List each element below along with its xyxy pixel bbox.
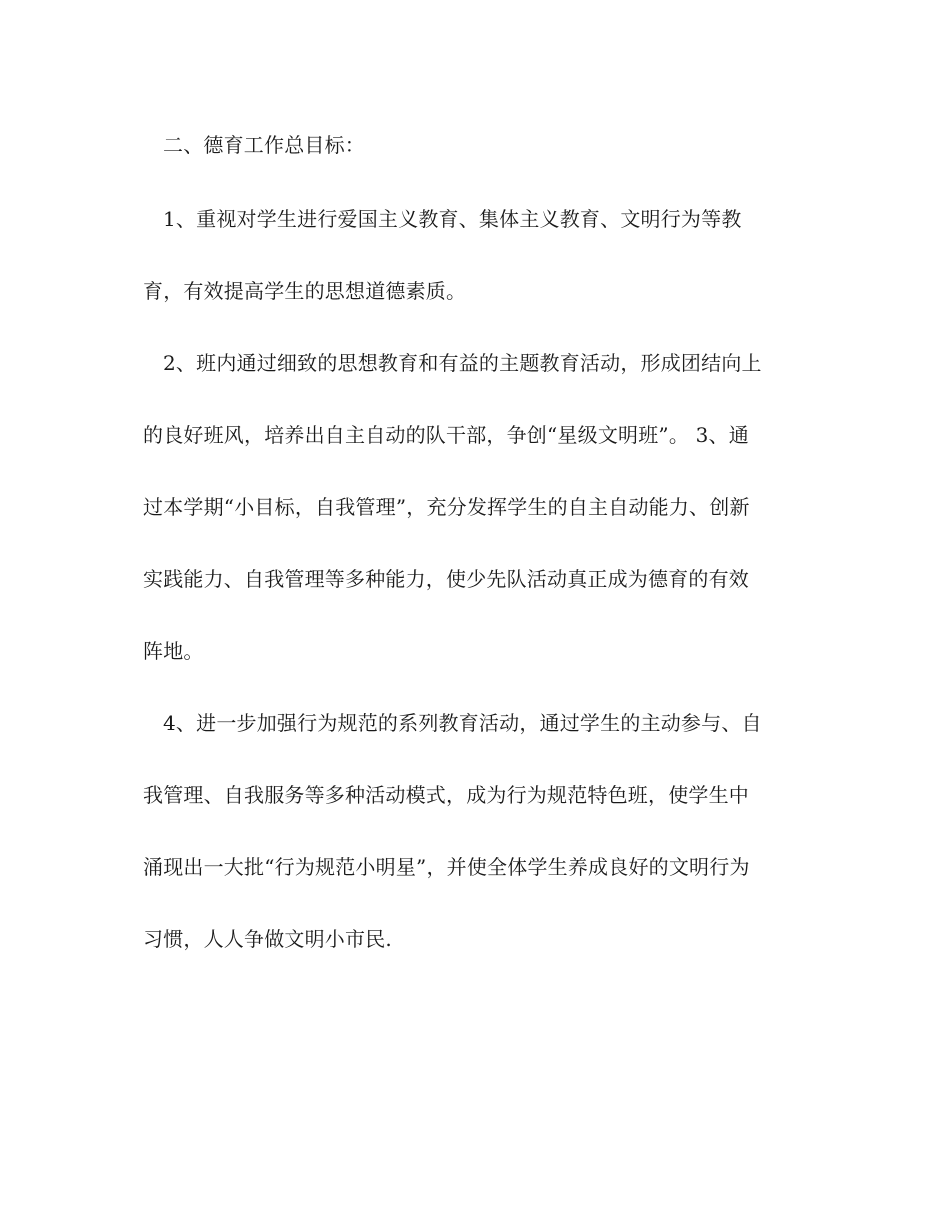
paragraph-2-line-3: 过本学期“小目标，自我管理”，充分发挥学生的自主自动能力、创新 <box>143 495 750 519</box>
paragraph-2-line-5: 阵地。 <box>143 639 204 663</box>
paragraph-2-line-4: 实践能力、自我管理等多种能力，使少先队活动真正成为德育的有效 <box>143 567 749 591</box>
paragraph-3-line-3: 涌现出一大批“行为规范小明星”，并使全体学生养成良好的文明行为 <box>143 855 750 879</box>
paragraph-2-line-1: 2、班内通过细致的思想教育和有益的主题教育活动，形成团结向上 <box>163 351 762 375</box>
paragraph-3-line-4: 习惯，人人争做文明小市民. <box>143 927 392 951</box>
paragraph-1-line-1: 1、重视对学生进行爱国主义教育、集体主义教育、文明行为等教 <box>163 207 742 231</box>
paragraph-3-line-1: 4、进一步加强行为规范的系列教育活动，通过学生的主动参与、自 <box>163 711 762 735</box>
section-heading: 二、德育工作总目标： <box>163 133 365 157</box>
paragraph-2-line-2: 的良好班风，培养出自主自动的队干部，争创“星级文明班”。 3、通 <box>143 423 749 447</box>
paragraph-1-line-2: 育，有效提高学生的思想道德素质。 <box>143 279 467 303</box>
paragraph-3-line-2: 我管理、自我服务等多种活动模式，成为行为规范特色班，使学生中 <box>143 783 749 807</box>
